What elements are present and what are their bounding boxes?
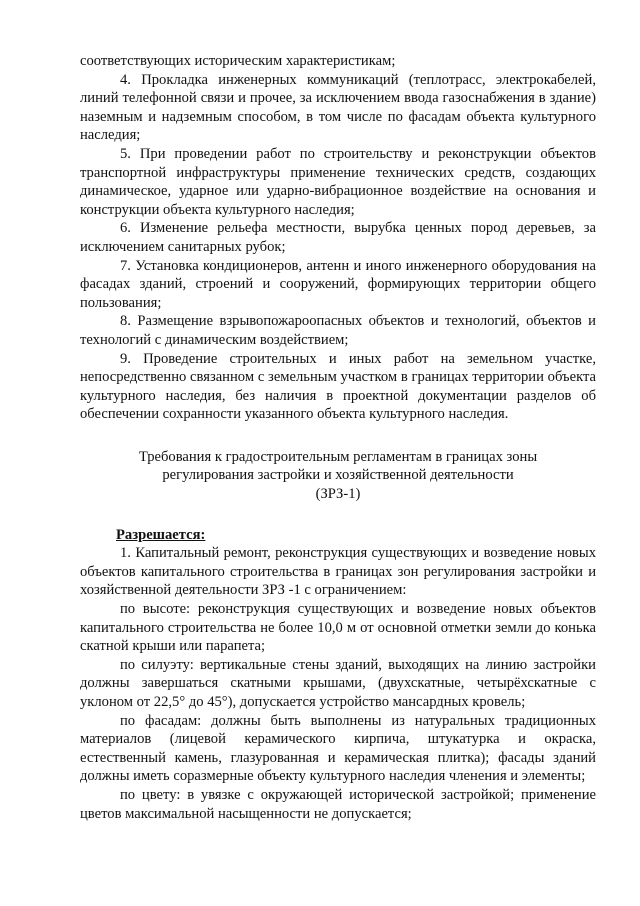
- facade-restriction: по фасадам: должны быть выполнены из натуральных традиционных материалов (лицевой керамического кирпича, штукатурка и окраска, естественный камень, глазурованная и керамическая плитка); фасады зданий должны иметь соразмерные объекту культурного наследия членения и элементы;: [80, 712, 596, 785]
- continuation-text: соответствующих историческим характеристикам;: [80, 53, 396, 69]
- section-title-line-2: регулирования застройки и хозяйственной деятельности: [162, 467, 514, 484]
- height-restriction: по высоте: реконструкция существующих и возведение новых объектов капитального строительства не более 10,0 м от основной отметки земли до конька скатной крыши или парапета;: [80, 601, 596, 655]
- document-page: [80, 52, 596, 823]
- section-title-line-1: Требования к градостроительным регламентам в границах зоны: [138, 448, 538, 465]
- prohibited-item-4: 4. Прокладка инженерных коммуникаций (теплотрасс, электрокабелей, линий телефонной связи и прочее, за исключением ввода газоснабжения в здание) наземным и надземным способом, в том числе по фасадам объекта культурного наследия;: [80, 71, 596, 144]
- prohibited-item-5: 5. При проведении работ по строительству и реконструкции объектов транспортной инфраструктуры применение технических средств, создающих динамическое, ударное или ударно-вибрационное воздействие на основания и конструкции объекта культурного наследия;: [80, 145, 596, 218]
- prohibited-item-9: 9. Проведение строительных и иных работ на земельном участке, непосредственно связанном с земельным участком в границах территории объекта культурного наследия, без наличия в проектной документации разделов об обеспечении сохранности указанного объекта культурного наследия.: [80, 350, 596, 423]
- allowed-heading: Разрешается:: [116, 526, 206, 543]
- prohibited-item-7: 7. Установка кондиционеров, антенн и иного инженерного оборудования на фасадах зданий, строений и сооружений, формирующих территории общего пользования;: [80, 257, 596, 311]
- section-title-line-3: (ЗРЗ-1): [315, 486, 361, 503]
- allowed-item-1: 1. Капитальный ремонт, реконструкция существующих и возведение новых объектов капитального строительства в границах зон регулирования застройки и хозяйственной деятельности ЗРЗ -1 с ограничением:: [80, 545, 596, 599]
- prohibited-item-8: 8. Размещение взрывопожароопасных объектов и технологий, объектов и технологий с динамическим воздействием;: [80, 313, 596, 348]
- prohibited-item-6: 6. Изменение рельефа местности, вырубка ценных пород деревьев, за исключением санитарных рубок;: [80, 220, 596, 255]
- section-title: [80, 448, 596, 504]
- color-restriction: по цвету: в увязке с окружающей исторической застройкой; применение цветов максимальной насыщенности не допускается;: [80, 786, 596, 822]
- silhouette-restriction: по силуэту: вертикальные стены зданий, выходящих на линию застройки должны завершаться скатными крышами, (двухскатные, четырёхскатные с уклоном от 22,5° до 45°), допускается устройство мансардных кровель;: [80, 656, 596, 710]
